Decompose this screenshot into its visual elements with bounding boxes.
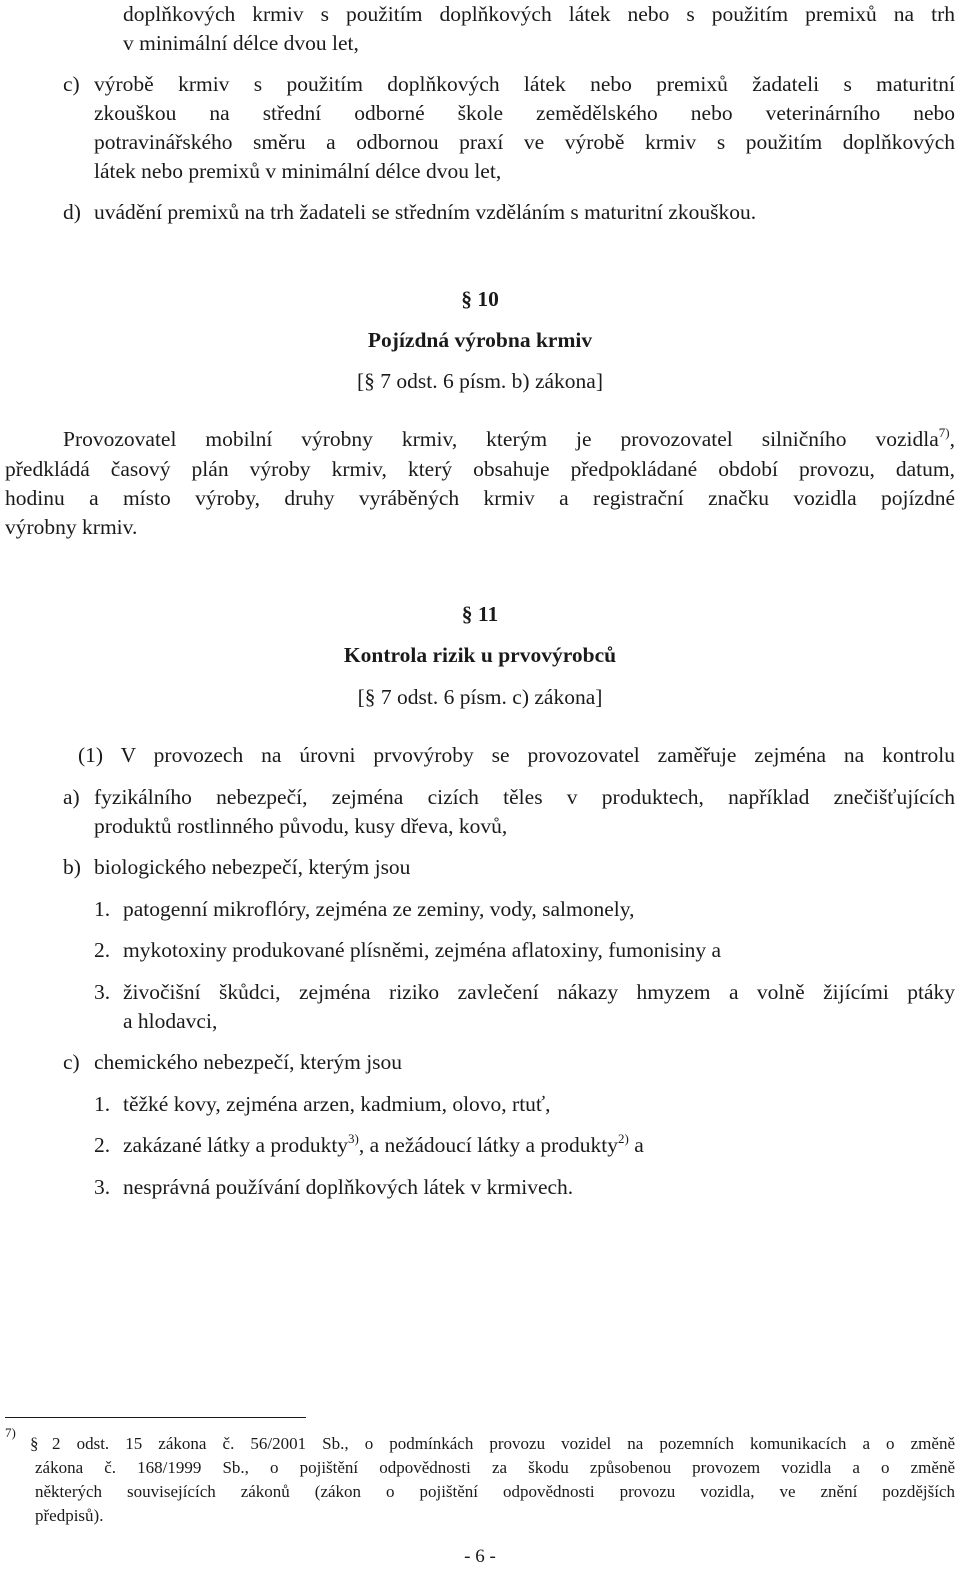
section-11-reference: [§ 7 odst. 6 písm. c) zákona] (357, 685, 603, 709)
c-item-3-text: nesprávná používání doplňkových látek v krmivech. (123, 1175, 574, 1199)
b-item-3-num: 3. (94, 980, 111, 1004)
footnote-line1: 2 odst. 15 zákona č. 56/2001 Sb., o podmínkách provozu vozidel na pozemních komunikacích a o změně (52, 1434, 955, 1453)
section-11-number: § 11 (461, 602, 499, 626)
item-d-label: d) (63, 200, 81, 224)
item-a-line1: fyzikálního nebezpečí, zejména cizích těles v produktech, například znečišťujících (94, 785, 955, 809)
b-item-1-text: patogenní mikroflóry, zejména ze zeminy, vody, salmonely, (123, 897, 635, 921)
para-comma: , (949, 427, 955, 451)
item-c-label: c) (63, 72, 80, 96)
section-11-para-1: (1) V provozech na úrovni prvovýroby se provozovatel zaměřuje zejména na kontrolu (78, 743, 955, 767)
item-d-text: uvádění premixů na trh žadateli se středním vzděláním s maturitní zkouškou. (94, 200, 757, 224)
page-number: - 6 - (464, 1546, 496, 1567)
para-text: Provozovatel mobilní výrobny krmiv, kterým je provozovatel silničního vozidla (63, 427, 939, 451)
section-10-para-line2: předkládá časový plán výroby krmiv, který obsahuje předpokládané období provozu, datum, (5, 457, 955, 481)
item-b-text: biologického nebezpečí, kterým jsou (94, 855, 411, 879)
c-item-3-num: 3. (94, 1175, 111, 1199)
footnote-ref-7: 7) (938, 425, 950, 440)
footnote-line2: zákona č. 168/1999 Sb., o pojištění odpovědnosti za škodu způsobenou provozem vozidla a o změně (35, 1458, 955, 1477)
intro-cont-line2: v minimální délce dvou let, (123, 31, 359, 55)
item-c-line2: zkouškou na střední odborné škole zemědělského nebo veterinárního nebo (94, 101, 955, 125)
item-c-line4: látek nebo premixů v minimální délce dvou let, (94, 159, 502, 183)
intro-cont-line1: doplňkových krmiv s použitím doplňkových látek nebo s použitím premixů na trh (123, 2, 955, 26)
c-item-2-text-a: zakázané látky a produkty (123, 1133, 349, 1157)
footnote-separator (5, 1417, 306, 1418)
section-10-reference: [§ 7 odst. 6 písm. b) zákona] (356, 369, 603, 393)
footnote-ref-3: 3) (348, 1131, 359, 1146)
c-item-2-num: 2. (94, 1133, 111, 1157)
b-item-2-num: 2. (94, 938, 111, 962)
section-10-para-line4: výrobny krmiv. (5, 515, 138, 539)
item-a-line2: produktů rostlinného původu, kusy dřeva, kovů, (94, 814, 508, 838)
c-item-2-text-c: a (628, 1133, 644, 1157)
item-c2-text: chemického nebezpečí, kterým jsou (94, 1050, 403, 1074)
section-10-para-line1 (63, 425, 955, 454)
footnote-line4: předpisů). (35, 1506, 104, 1525)
b-item-2-text: mykotoxiny produkované plísněmi, zejména aflatoxiny, fumonisiny a (123, 938, 722, 962)
section-10-number: § 10 (461, 287, 499, 311)
item-b-label: b) (63, 855, 81, 879)
footnote-section-sign: § (30, 1434, 39, 1453)
footnote-line3: některých souvisejících zákonů (zákon o pojištění odpovědnosti provozu vozidla, ve znění pozdějších (35, 1482, 955, 1501)
c-item-1-num: 1. (94, 1092, 111, 1116)
section-10-para-line3: hodinu a místo výroby, druhy vyráběných krmiv a registrační značku vozidla pojízdné (5, 486, 955, 510)
c-item-1-text: těžké kovy, zejména arzen, kadmium, olovo, rtuť, (123, 1092, 551, 1116)
footnote-ref-2: 2) (618, 1131, 629, 1146)
footnote-mark: 7) (5, 1425, 16, 1440)
section-10-title: Pojízdná výrobna krmiv (367, 328, 593, 352)
b-item-3-text: živočišní škůdci, zejména riziko zavlečení nákazy hmyzem a volně žijícími ptáky (123, 980, 955, 1004)
c-item-2-text-b: , a nežádoucí látky a produkty (358, 1133, 618, 1157)
item-a-label: a) (63, 785, 80, 809)
c-item-2-text (123, 1131, 644, 1160)
b-item-1-num: 1. (94, 897, 111, 921)
section-11-title: Kontrola rizik u prvovýrobců (343, 643, 617, 667)
item-c-line3: potravinářského směru a odbornou praxí ve výrobě krmiv s použitím doplňkových (94, 130, 955, 154)
item-c2-label: c) (63, 1050, 80, 1074)
b-item-3-text2: a hlodavci, (123, 1009, 218, 1033)
item-c-line1: výrobě krmiv s použitím doplňkových látek nebo premixů žadateli s maturitní (94, 72, 955, 96)
